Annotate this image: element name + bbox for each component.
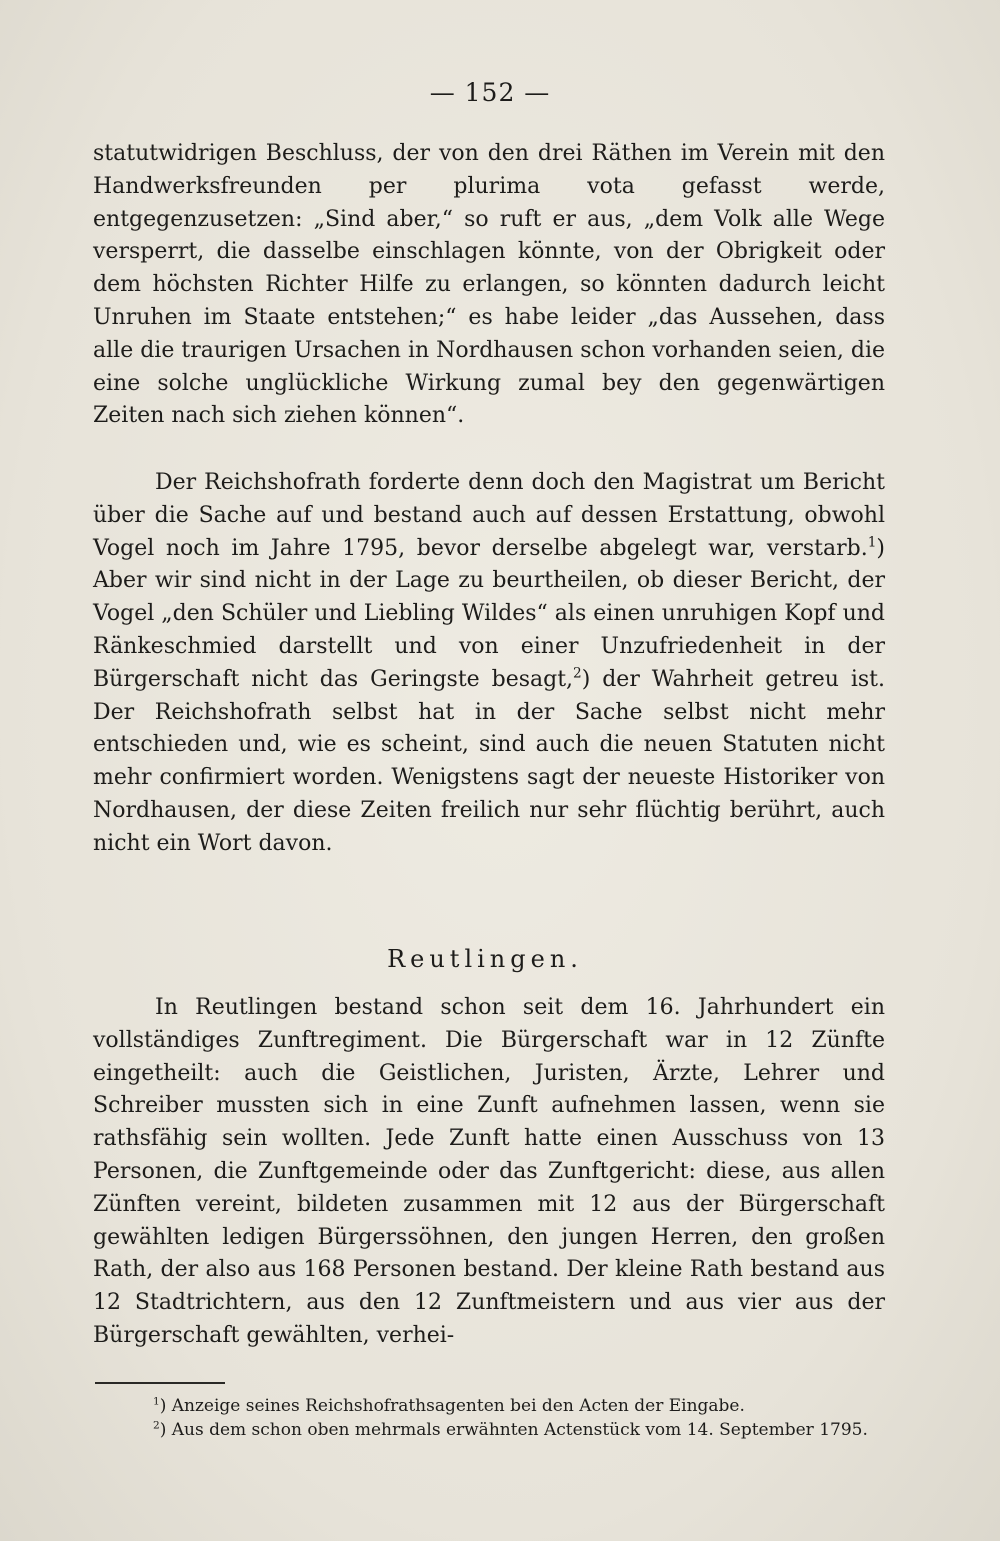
footnote-divider — [95, 1382, 225, 1384]
page-number: — 152 — — [429, 78, 551, 107]
paragraph-2-part-1: Der Reichshofrath forderte denn doch den Magistrat um Bericht über die Sache auf und bestand auch auf dessen Erstattung, obwohl Vogel noch im Jahre 1795, bevor derselbe abgelegt war, verstarb. — [93, 470, 885, 561]
footnote-2-text: ) Aus dem schon oben mehrmals erwähnten Actenstück vom 14. September 1795. — [159, 1420, 868, 1440]
paragraph-2-part-3: ) der Wahrheit getreu ist. Der Reichshofrath selbst hat in der Sache selbst nicht mehr entschieden und, wie es scheint, sind auch die neuen Statuten nicht mehr confirmiert worden. Wenigstens sagt der neueste Historiker von Nordhausen, der diese Zeiten freilich nur sehr flüchtig berührt, auch nicht ein Wort davon. — [93, 666, 885, 856]
section-heading: Reutlingen. — [387, 945, 583, 973]
paragraph-continued — [93, 138, 885, 433]
footnote-1-text: ) Anzeige seines Reichshofrathsagenten bei den Acten der Eingabe. — [159, 1396, 745, 1416]
footnotes — [93, 1394, 885, 1442]
paragraph-2-part-2: ) Aber wir sind nicht in der Lage zu beurtheilen, ob dieser Bericht, der Vogel „den Schüler und Liebling Wildes“ als einen unruhigen Kopf und Ränkeschmied darstellt und von einer Unzufriedenheit in der Bürgerschaft nicht das Geringste besagt, — [93, 535, 885, 692]
footnote-reference-1: 1 — [867, 534, 877, 551]
footnote-reference-2: 2 — [573, 665, 582, 682]
footnote-2-marker: 2 — [153, 1419, 160, 1432]
paragraph-1-text: statutwidrigen Beschluss, der von den drei Räthen im Verein mit den Handwerksfreunden per plurima vota gefasst werde, entgegenzusetzen: „Sind aber,“ so ruft er aus, „dem Volk alle Wege versperrt, die dasselbe einschlagen könnte, von der Obrigkeit oder dem höchsten Richter Hilfe zu erlangen, so könnten dadurch leicht Unruhen im Staate entstehen;“ es habe leider „das Aussehen, dass alle die traurigen Ursachen in Nordhausen schon vorhanden seien, die eine solche unglückliche Wirkung zumal bey den gegenwärtigen Zeiten nach sich ziehen können“. — [93, 141, 885, 429]
paragraph-reutlingen — [93, 992, 885, 1353]
footnote-1-marker: 1 — [153, 1395, 160, 1408]
footnote-2 — [93, 1418, 885, 1442]
paragraph-2-text — [93, 467, 885, 861]
footnote-1 — [93, 1394, 885, 1418]
paragraph-3-text: In Reutlingen bestand schon seit dem 16. Jahrhundert ein vollständiges Zunftregiment. Die Bürgerschaft war in 12 Zünfte eingetheilt: auch die Geistlichen, Juristen, Ärzte, Lehrer und Schreiber mussten sich in eine Zunft aufnehmen lassen, wenn sie rathsfähig sein wollten. Jede Zunft hatte einen Ausschuss von 13 Personen, die Zunftgemeinde oder das Zunftgericht: diese, aus allen Zünften vereint, bildeten zusammen mit 12 aus der Bürgerschaft gewählten ledigen Bürgerssöhnen, den jungen Herren, den großen Rath, der also aus 168 Personen bestand. Der kleine Rath bestand aus 12 Stadtrichtern, aus den 12 Zunftmeistern und aus vier aus der Bürgerschaft gewählten, verhei- — [93, 995, 885, 1348]
paragraph-reichshofrath — [93, 467, 885, 861]
